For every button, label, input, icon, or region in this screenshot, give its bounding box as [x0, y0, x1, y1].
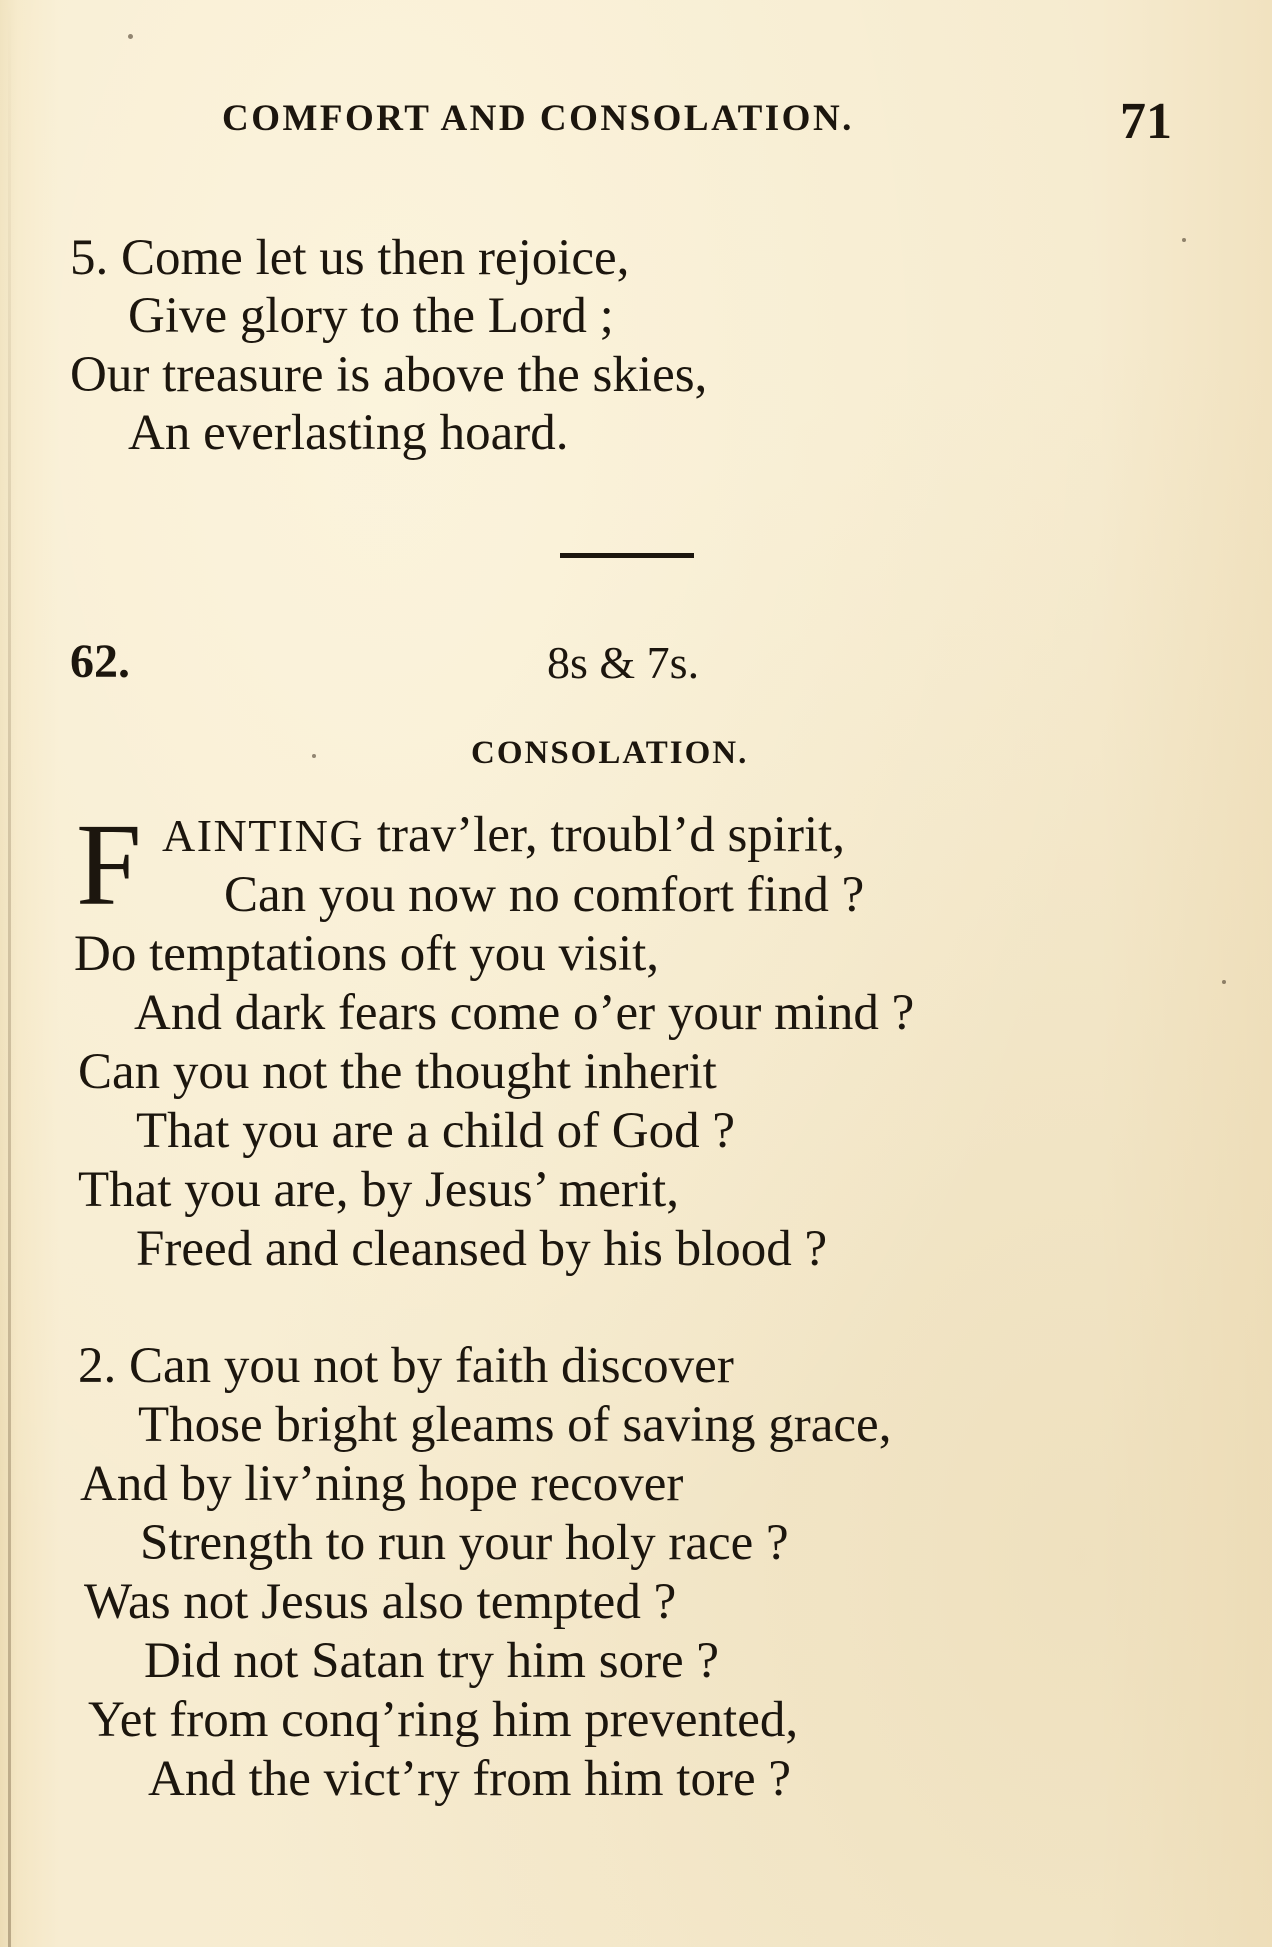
drop-cap: F: [76, 799, 142, 930]
paper-fleck: [128, 34, 133, 39]
paper-fleck: [1222, 980, 1226, 984]
hymn-meter: 8s & 7s.: [547, 637, 700, 688]
verse-line: Do temptations oft you visit,: [74, 926, 660, 982]
verse-line: Strength to run your holy race ?: [140, 1515, 789, 1571]
paper-fleck: [1182, 238, 1186, 242]
verse-line: Freed and cleansed by his blood ?: [136, 1221, 828, 1277]
verse-line: Give glory to the Lord ;: [128, 288, 614, 344]
hymn-number: 62.: [70, 635, 130, 688]
verse-line: 5. Come let us then rejoice,: [70, 230, 630, 286]
verse-line: And dark fears come o’er your mind ?: [134, 985, 915, 1041]
verse-line: That you are a child of God ?: [136, 1103, 736, 1159]
verse-line: Yet from conq’ring him prevented,: [88, 1692, 799, 1748]
verse-line: 2. Can you not by faith discover: [78, 1338, 734, 1394]
verse-line: Can you now no comfort find ?: [224, 867, 865, 923]
verse-line: And the vict’ry from him tore ?: [148, 1751, 791, 1807]
verse-line: Was not Jesus also tempted ?: [84, 1574, 677, 1630]
verse-line: Our treasure is above the skies,: [70, 347, 708, 403]
verse-line: Those bright gleams of saving grace,: [138, 1397, 892, 1453]
page-gutter-edge: [8, 0, 11, 1947]
running-title: COMFORT AND CONSOLATION.: [222, 98, 854, 139]
first-word-smallcaps: AINTING: [162, 810, 365, 861]
verse-line: And by liv’ning hope recover: [80, 1456, 684, 1512]
page-number: 71: [1120, 93, 1172, 150]
verse-line: Did not Satan try him sore ?: [144, 1633, 720, 1689]
paper-fleck: [312, 754, 316, 758]
verse-line: That you are, by Jesus’ merit,: [78, 1162, 679, 1218]
verse-line: Can you not the thought inherit: [78, 1044, 717, 1100]
tune-title: CONSOLATION.: [471, 735, 749, 771]
first-line-tail: trav’ler, troubl’d spirit,: [364, 807, 846, 863]
verse-line: An everlasting hoard.: [128, 405, 569, 461]
first-line: [162, 807, 846, 863]
section-divider: [560, 553, 694, 558]
